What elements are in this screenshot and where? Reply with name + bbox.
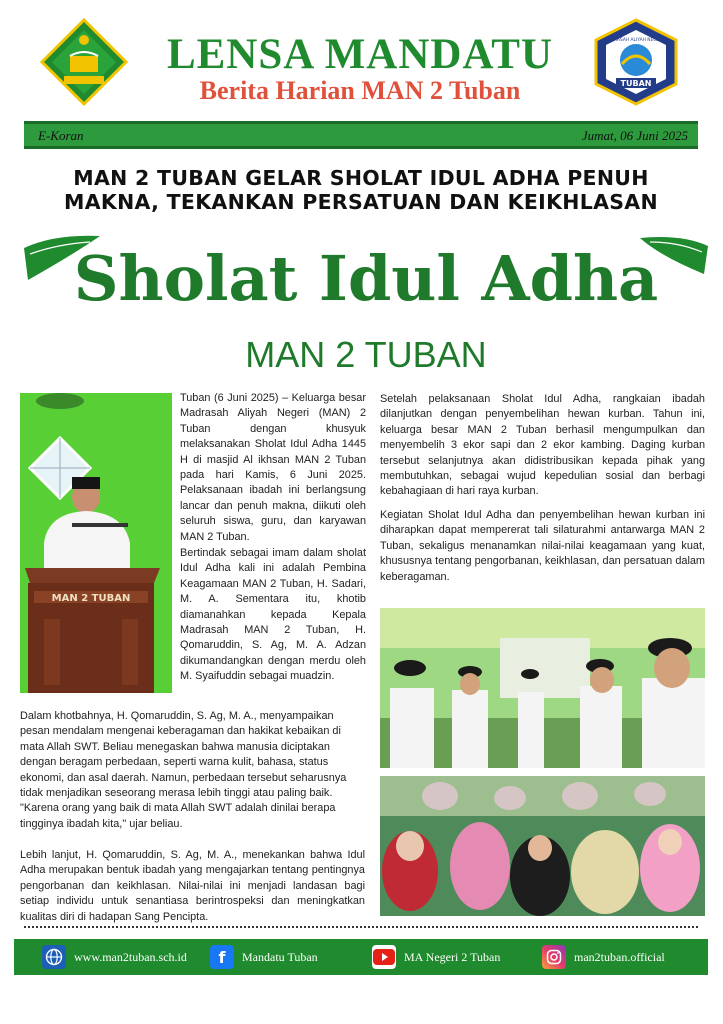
banner-subtitle: MAN 2 TUBAN — [245, 334, 487, 375]
youtube-icon — [372, 945, 396, 969]
footer-youtube[interactable] — [372, 945, 500, 969]
facebook-icon: f — [210, 945, 234, 969]
edition-bar — [24, 121, 698, 149]
footer-website[interactable] — [42, 945, 187, 969]
instagram-icon — [542, 945, 566, 969]
youtube-label: MA Negeri 2 Tuban — [404, 949, 501, 964]
article-paragraph-2: Bertindak sebagai imam dalam sholat Idul Adha kali ini adalah Pembina Keagamaan MAN 2 Tuban, H. Sadari, M. A. Sementara itu, khotib diamanahkan kepada Kepala Madrasah MAN 2 Tuban, H. Qomaruddin, S. Ag, M. A. Adzan dikumandangkan dengan merdu oleh M. Syaifuddin sebagai muadzin. — [180, 547, 366, 683]
facebook-label: Mandatu Tuban — [242, 949, 318, 964]
globe-icon — [42, 945, 66, 969]
footer-instagram[interactable] — [542, 945, 665, 969]
article-headline: MAN 2 TUBAN GELAR SHOLAT IDUL ADHA PENUH MAKNA, TEKANKAN PERSATUAN DAN KEIKHLASAN — [64, 166, 658, 214]
article-paragraph-6: Kegiatan Sholat Idul Adha dan penyembelihan hewan kurban ini diharapkan dapat mempererat tali silaturahmi antarwarga MAN 2 Tuban, sekaligus menanamkan nilai-nilai keagamaan yang kuat, khususnya tentang pengorbanan, keikhlasan, dan persatuan dalam keberagaman. — [380, 509, 705, 583]
footer-bar — [14, 939, 708, 975]
event-banner — [24, 234, 708, 378]
men-prayer-photo — [380, 608, 705, 768]
school-logo-city: TUBAN — [620, 79, 652, 88]
footer-facebook[interactable] — [210, 945, 318, 969]
edition-label: E-Koran — [38, 128, 84, 143]
edition-date: Jumat, 06 Juni 2025 — [581, 128, 688, 143]
footer-divider — [24, 926, 698, 928]
article-paragraph-1: Tuban (6 Juni 2025) – Keluarga besar Madrasah Aliyah Negeri (MAN) 2 Tuban dengan khusyuk melaksanakan Sholat Idul Adha 1445 H di masjid Al ikhsan MAN 2 Tuban pada hari Kamis, 6 Juni 2025. Pelaksanaan ibadah ini berlangsung lancar dan penuh makna, diikuti oleh seluruh siswa, guru, dan karyawan MAN 2 Tuban. — [180, 392, 366, 543]
school-logo-text: MADRASAH ALIYAH NEGERI 2 — [603, 38, 669, 43]
masthead-title: LENSA MANDATU — [166, 31, 554, 78]
women-prayer-photo — [380, 776, 705, 916]
banner-title: Sholat Idul Adha — [73, 242, 659, 315]
article-paragraph-5: Setelah pelaksanaan Sholat Idul Adha, rangkaian ibadah dilanjutkan dengan penyembelihan hewan kurban. Tahun ini, keluarga besar MAN 2 Tuban berhasil mengumpulkan dan menyembelih 3 ekor sapi dan 2 ekor kambing. Daging kurban tersebut selanjutnya akan didistribusikan kepada pihak yang membutuhkan, sebagai wujud kepedulian sosial dan berbagi kebahagiaan di hari raya kurban. — [380, 393, 705, 498]
school-logo — [592, 18, 680, 106]
imam-photo — [20, 393, 172, 693]
website-label: www.man2tuban.sch.id — [74, 949, 187, 964]
article-paragraph-4: Lebih lanjut, H. Qomaruddin, S. Ag, M. A., menekankan bahwa Idul Adha merupakan bentuk ibadah yang mengajarkan tentang pentingnya pengorbanan dan keikhlasan. Nilai-nilai ini menjadi landasan bagi setiap individu untuk senantiasa berintrospeksi dan meningkatkan kualitas diri di hadapan Sang Pencipta. — [20, 849, 365, 923]
podium-text: MAN 2 TUBAN — [51, 593, 131, 604]
masthead-subtitle: Berita Harian MAN 2 Tuban — [199, 76, 521, 105]
instagram-label: man2tuban.official — [574, 949, 665, 964]
kemenag-logo — [40, 18, 128, 106]
article-paragraph-3: Dalam khotbahnya, H. Qomaruddin, S. Ag, M. A., menyampaikan pesan mendalam mengenai keberagaman dan hakikat kebaikan di mata Allah SWT. Beliau menegaskan bahwa manusia diciptakan dengan beragam perbedaan, seperti warna kulit, bahasa, status ekonomi, dan asal daerah. Namun, perbedaan tersebut seharusnya tidak menjadikan seseorang merasa lebih tinggi atau paling baik. "Karena orang yang baik di mata Allah SWT adalah dinilai berapa tingginya ibadah kita," ujar beliau. — [20, 710, 347, 830]
